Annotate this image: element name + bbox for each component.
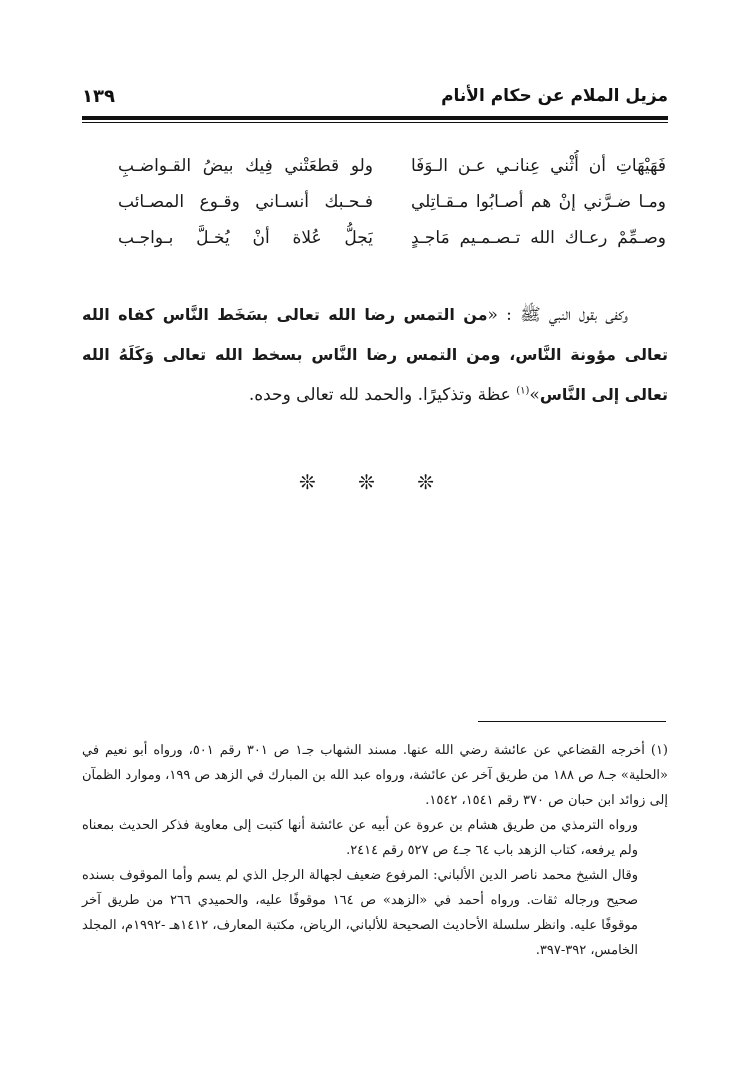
verse-3-first-hemistich: وصـمِّمْ رعـاك الله تـصـمـيم مَاجـدٍ: [411, 228, 666, 248]
poem: [118, 150, 666, 258]
verse-1: [118, 150, 666, 186]
body-paragraph: [82, 295, 668, 415]
footnote-reference[interactable]: (١): [516, 385, 530, 397]
prose-outro: عظة وتذكيرًا. والحمد لله تعالى وحده.: [248, 385, 517, 405]
footnotes: [82, 738, 668, 963]
header-rule-thick: [82, 116, 668, 120]
verse-1-first-hemistich: فَهَيْهَاتِ أن أُثْني عِنانـي عـن الـوَفَا: [411, 156, 666, 176]
prose-intro: وكفى بقول النبي ﷺ : «: [487, 305, 628, 325]
hadith-text: من التمس رضا الله تعالى بسَخَط النَّاس كفاه الله تعالى مؤونة النَّاس، ومن التمس رضا النَّاس بسخط الله تعالى وَكَلَهُ الله تعالى إلى النَّاس: [82, 305, 668, 404]
footnote-paragraph-1: [82, 738, 668, 813]
verse-1-second-hemistich: ولو قطعَتْني فِيك بيضُ القـواضـبِ: [118, 156, 373, 176]
verse-2-second-hemistich: فـحـبك أنسـاني وقـوع المصـائب: [118, 192, 373, 212]
footnote-rule: [478, 721, 666, 722]
verse-3: [118, 222, 666, 258]
header-rule-thin: [82, 122, 668, 123]
hadith-close-quote: »: [529, 385, 540, 405]
section-separator-asterisms: ❊ ❊ ❊: [299, 470, 452, 494]
footnote-paragraph-3: وقال الشيخ محمد ناصر الدين الألباني: المرفوع ضعيف لجهالة الرجل الذي لم يسم وأما الموقوف بسنده صحيح ورجاله ثقات. ورواه أحمد في «الزهد» ص ١٦٤ موقوفًا عليه، والحميدي ٢٦٦ من طريق آخر موقوفًا عليه. وانظر سلسلة الأحاديث الصحيحة للألباني، الرياض، مكتبة المعارف، ١٤١٢هـ -١٩٩٢م، المجلد الخامس، ٣٩٢-٣٩٧.: [82, 868, 638, 958]
running-title: مزيل الملام عن حكام الأنام: [441, 86, 668, 106]
verse-3-second-hemistich: يَجلُّ عُلاة أنْ يُخـلَّ بـواجـب: [118, 228, 373, 248]
footnote-text-1: أخرجه القضاعي عن عائشة رضي الله عنها. مسند الشهاب جـ١ ص ٣٠١ رقم ٥٠١، ورواه أبو نعيم في «الحلية» جـ٨ ص ١٨٨ من طريق آخر عن عائشة، ورواه عبد الله بن المبارك في الزهد ص ١٩٩، وموارد الظمآن إلى زوائد ابن حبان ص ٣٧٠ رقم ١٥٤١، ١٥٤٢.: [82, 743, 668, 808]
page-header: [82, 86, 668, 114]
footnote-paragraph-2: ورواه الترمذي من طريق هشام بن عروة عن أبيه عن عائشة أنها كتبت إلى معاوية فذكر الحديث بمعناه ولم يرفعه، كتاب الزهد باب ٦٤ جـ٤ ص ٥٢٧ رقم ٢٤١٤.: [82, 818, 638, 858]
footnote-number: (١): [650, 743, 668, 758]
verse-2-first-hemistich: ومـا ضـرَّني إنْ هم أصـابُوا مـقـاتِلي: [411, 192, 666, 212]
verse-2: [118, 186, 666, 222]
page-number: ١٣٩: [82, 86, 115, 107]
